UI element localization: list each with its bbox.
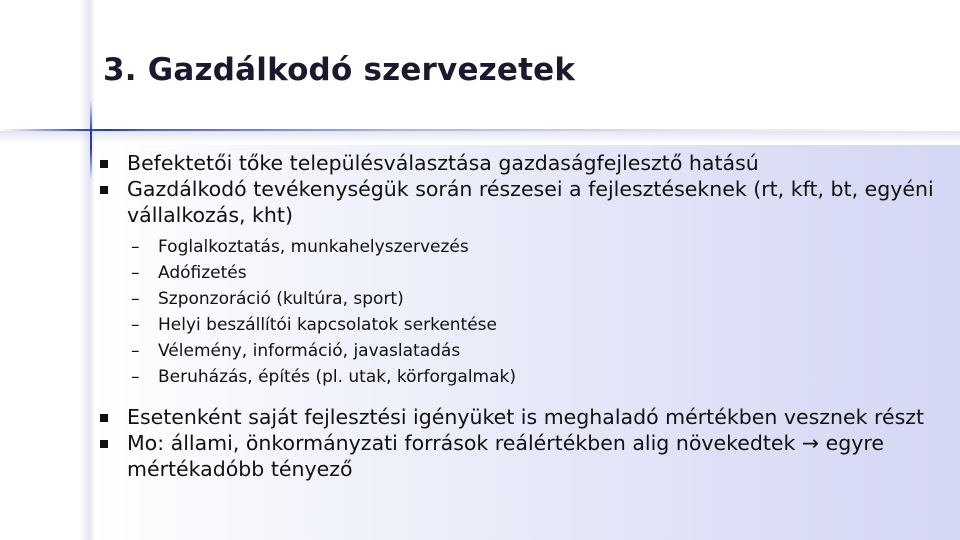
vertical-shadow-decoration [80, 0, 94, 540]
slide-title: 3. Gazdálkodó szervezetek [103, 52, 576, 88]
sub-list-item [100, 312, 960, 338]
list-item-text: Gazdálkodó tevékenységük során részesei a fejlesztéseknek (rt, kft, bt, egyéni vállalkozás, kht) [127, 177, 934, 227]
sub-list-container [100, 234, 960, 390]
list-item-text: Esetenként saját fejlesztési igényüket is meghaladó mértékben vesznek részt [127, 405, 925, 429]
list-item-text: Mo: állami, önkormányzati források reálértékben alig növekedtek → egyre mértékadóbb tényező [127, 431, 884, 481]
sub-list-item-text: Szponzoráció (kultúra, sport) [158, 289, 404, 309]
sub-list-item-text: Foglalkoztatás, munkahelyszervezés [158, 237, 469, 257]
list-item [100, 430, 960, 482]
square-bullet-icon [100, 414, 108, 422]
sub-list-item [100, 286, 960, 312]
list-item [100, 176, 960, 228]
sub-list-item-text: Vélemény, információ, javaslatadás [158, 341, 461, 361]
sub-list-item [100, 364, 960, 390]
dash-bullet-icon: – [131, 289, 140, 309]
bullet-list [100, 150, 960, 482]
list-item [100, 404, 960, 430]
square-bullet-icon [100, 440, 108, 448]
title-underline-decoration [0, 129, 960, 131]
sub-list-item [100, 260, 960, 286]
vertical-accent-decoration [90, 100, 92, 180]
sub-bullet-list [100, 234, 960, 390]
sub-list-item-text: Beruházás, építés (pl. utak, körforgalmak) [158, 367, 516, 387]
dash-bullet-icon: – [131, 367, 140, 387]
spacer [100, 396, 960, 404]
dash-bullet-icon: – [131, 237, 140, 257]
sub-list-item [100, 338, 960, 364]
dash-bullet-icon: – [131, 315, 140, 335]
square-bullet-icon [100, 160, 108, 168]
sub-list-item [100, 234, 960, 260]
list-item [100, 150, 960, 176]
square-bullet-icon [100, 186, 108, 194]
sub-list-item-text: Helyi beszállítói kapcsolatok serkentése [158, 315, 497, 335]
horizontal-shadow-decoration [0, 131, 960, 143]
dash-bullet-icon: – [131, 263, 140, 283]
list-item-text: Befektetői tőke településválasztása gazdaságfejlesztő hatású [127, 151, 759, 175]
sub-list-item-text: Adófizetés [158, 263, 247, 283]
dash-bullet-icon: – [131, 341, 140, 361]
